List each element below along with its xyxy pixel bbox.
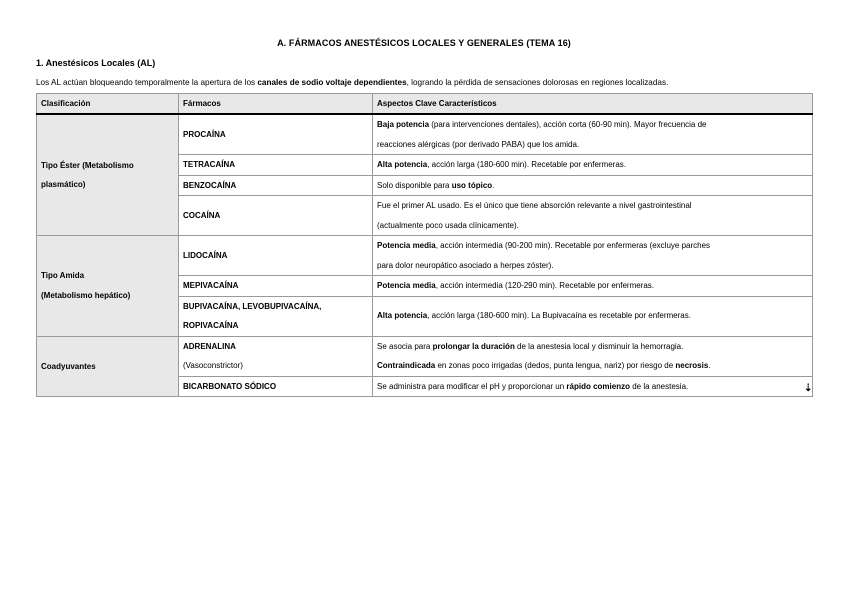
- aspect-text: Se administra para modificar el pH y proporcionar un: [377, 381, 567, 391]
- drug-cell: [179, 336, 373, 376]
- group-label-line: Tipo Amida: [41, 271, 85, 281]
- aspect-cell: [373, 236, 813, 276]
- section-heading: 1. Anestésicos Locales (AL): [36, 58, 156, 68]
- aspect-cell: [373, 175, 813, 196]
- aspect-text: de la anestesia.: [629, 381, 689, 391]
- aspect-cell: [373, 114, 813, 155]
- aspect-text: para dolor neuropático asociado a herpes zóster).: [377, 260, 554, 270]
- aspect-text: Solo disponible para: [377, 180, 452, 190]
- drug-cell: PROCAÍNA: [179, 114, 373, 155]
- group-amida-label: [37, 236, 179, 337]
- aspect-bold: rápido comienzo: [566, 381, 630, 391]
- intro-text: Los AL actúan bloqueando temporalmente la apertura de los: [36, 78, 258, 87]
- group-label-line: plasmático): [41, 180, 86, 189]
- drug-subtitle: (Vasoconstrictor): [183, 361, 243, 370]
- aspect-text: (para intervenciones dentales), acción corta (60-90 min). Mayor frecuencia de: [429, 120, 707, 129]
- drug-cell: [179, 296, 373, 336]
- header-aspectos: Aspectos Clave Característicos: [373, 94, 813, 115]
- drug-line: ADRENALINA: [183, 341, 236, 351]
- table-row: [37, 114, 813, 155]
- intro-bold: canales de sodio voltaje dependientes: [257, 78, 407, 87]
- aspect-cell: [373, 336, 813, 376]
- intro-text-end: , logrando la pérdida de sensaciones dolorosas en regiones localizadas.: [406, 78, 669, 87]
- aspect-text: reacciones alérgicas (por derivado PABA) que los amida.: [377, 139, 580, 149]
- aspect-text: , acción larga (180-600 min). La Bupivacaína es recetable por enfermeras.: [427, 311, 691, 321]
- table-row: [37, 236, 813, 276]
- drug-cell: BENZOCAÍNA: [179, 175, 373, 196]
- aspect-cell: [373, 276, 813, 297]
- aspect-text: Fue el primer AL usado. Es el único que tiene absorción relevante a nivel gastrointestinal: [377, 201, 692, 210]
- aspect-text: .: [708, 361, 711, 370]
- aspect-bold: uso tópico: [451, 180, 493, 190]
- drug-cell: BICARBONATO SÓDICO: [179, 376, 373, 397]
- aspect-text: , acción intermedia (120-290 min). Recetable por enfermeras.: [435, 281, 655, 290]
- aspect-cell: [373, 155, 813, 176]
- drug-cell: MEPIVACAÍNA: [179, 276, 373, 297]
- aspect-bold: Alta potencia: [377, 160, 428, 169]
- group-ester-label: [37, 114, 179, 236]
- aspect-bold: necrosis: [675, 361, 709, 370]
- aspect-text: , acción larga (180-600 min). Recetable por enfermeras.: [427, 160, 626, 169]
- aspect-text: en zonas poco irrigadas (dedos, punta lengua, nariz) por riesgo de: [435, 361, 676, 370]
- group-coadyuvantes-label: Coadyuvantes: [37, 336, 179, 397]
- drug-cell: LIDOCAÍNA: [179, 236, 373, 276]
- anesthetics-table: [36, 93, 813, 397]
- table-header-row: [37, 94, 813, 115]
- down-arrow-icon: ⇣: [804, 383, 813, 394]
- drug-cell: TETRACAÍNA: [179, 155, 373, 176]
- aspect-cell: [373, 196, 813, 236]
- table-row: [37, 336, 813, 376]
- aspect-bold: Baja potencia: [377, 120, 430, 129]
- aspect-bold: Potencia media: [377, 281, 436, 290]
- drug-line: BUPIVACAÍNA, LEVOBUPIVACAÍNA,: [183, 301, 322, 311]
- aspect-bold: Contraindicada: [377, 361, 436, 370]
- header-clasificacion: Clasificación: [37, 94, 179, 115]
- aspect-text: , acción intermedia (90-200 min). Recetable por enfermeras (excluye parches: [435, 241, 711, 250]
- aspect-cell: [373, 376, 813, 397]
- aspect-text: Se asocia para: [377, 341, 433, 351]
- drug-cell: COCAÍNA: [179, 196, 373, 236]
- aspect-bold: Alta potencia: [377, 311, 428, 321]
- aspect-text: .: [492, 180, 495, 190]
- header-farmacos: Fármacos: [179, 94, 373, 115]
- group-label-line: (Metabolismo hepático): [41, 290, 131, 300]
- document-title: A. FÁRMACOS ANESTÉSICOS LOCALES Y GENERALES (TEMA 16): [277, 38, 571, 48]
- intro-paragraph: [36, 78, 812, 87]
- aspect-text: de la anestesia local y disminuir la hemorragia.: [514, 341, 684, 351]
- aspect-bold: Potencia media: [377, 241, 436, 250]
- group-label-line: Tipo Éster (Metabolismo: [41, 160, 134, 170]
- drug-line: ROPIVACAÍNA: [183, 321, 239, 330]
- aspect-cell: [373, 296, 813, 336]
- aspect-bold: prolongar la duración: [432, 341, 515, 351]
- aspect-text: (actualmente poco usada clínicamente).: [377, 220, 519, 230]
